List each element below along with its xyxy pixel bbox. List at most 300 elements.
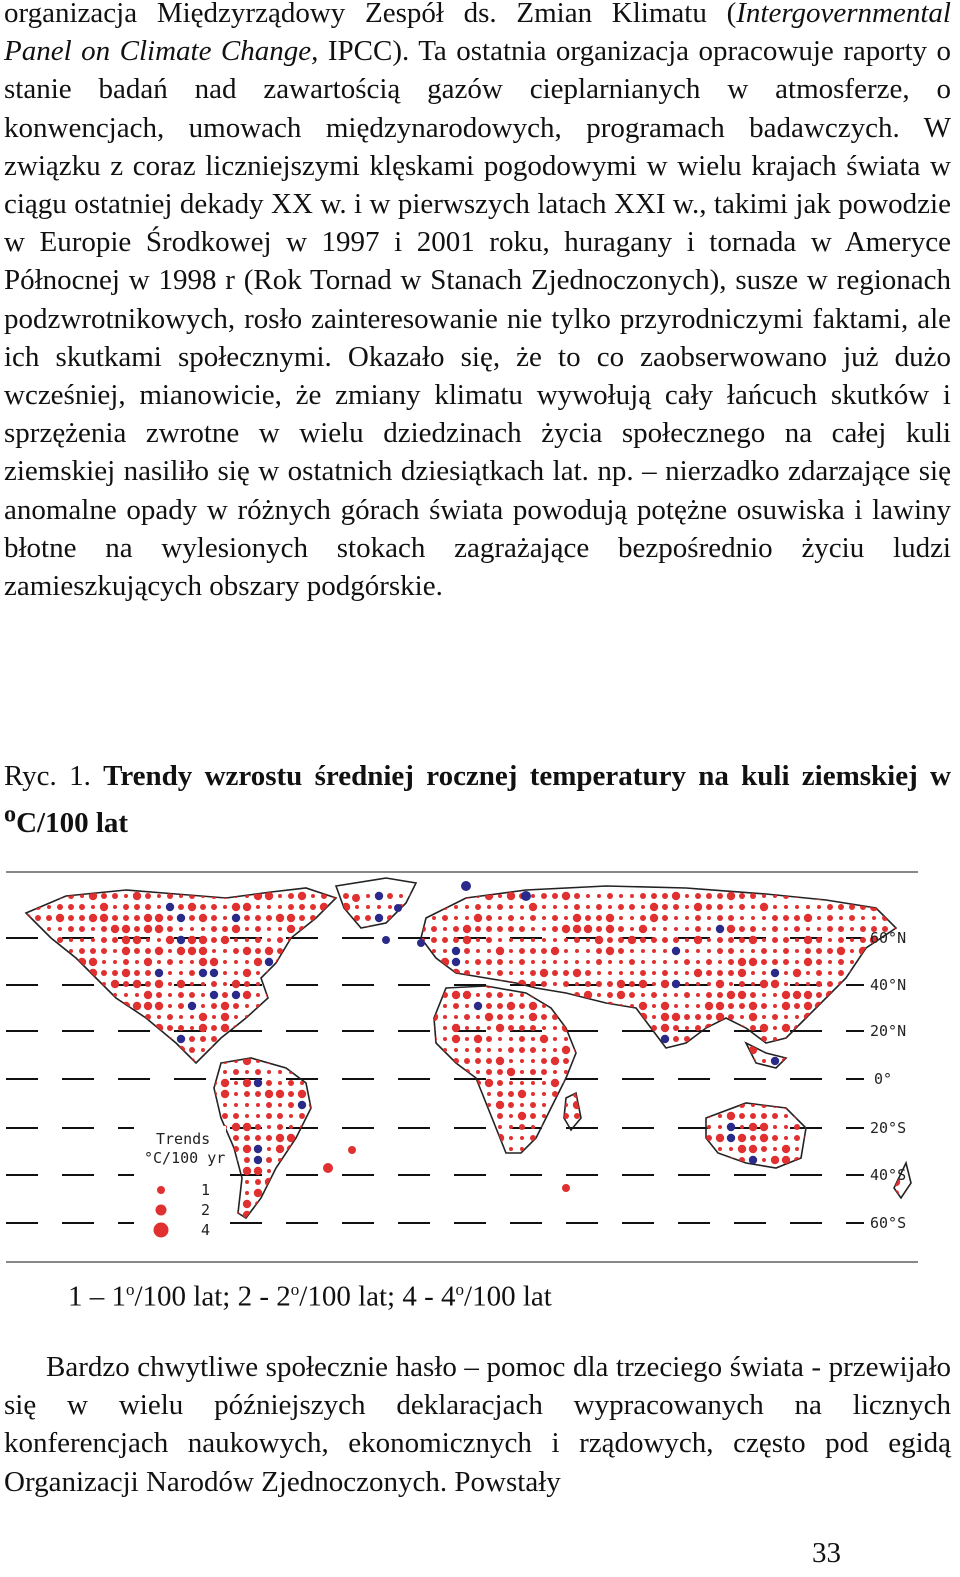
trend-dot xyxy=(463,925,471,933)
trend-dot xyxy=(871,1047,877,1053)
trend-dot xyxy=(388,1070,392,1074)
trend-dot xyxy=(751,971,755,975)
trend-dot xyxy=(837,947,845,955)
trend-dot xyxy=(552,1124,558,1130)
trend-dot xyxy=(421,894,425,898)
trend-dot xyxy=(432,1191,436,1195)
trend-dot xyxy=(531,894,535,898)
trend-dot xyxy=(14,1224,18,1228)
trend-dot xyxy=(343,1069,349,1075)
trend-dot xyxy=(651,937,657,943)
trend-dot xyxy=(46,1025,52,1031)
trend-dot xyxy=(773,1125,777,1129)
trend-dot xyxy=(144,925,152,933)
trend-dot xyxy=(101,1201,107,1207)
trend-dot xyxy=(860,1190,866,1196)
trend-dot xyxy=(168,993,172,997)
trend-dot xyxy=(25,1136,29,1140)
trend-dot xyxy=(199,947,207,955)
trend-dot xyxy=(816,992,822,998)
trend-dot xyxy=(552,926,558,932)
trend-dot xyxy=(706,959,712,965)
trend-dot xyxy=(277,992,283,998)
trend-dot xyxy=(333,927,337,931)
trend-dot xyxy=(750,926,756,932)
trend-dot xyxy=(267,905,271,909)
trend-dot xyxy=(773,1026,777,1030)
trend-dot xyxy=(267,938,271,942)
trend-dot xyxy=(828,1169,832,1173)
trend-dot xyxy=(410,971,414,975)
trend-dot xyxy=(144,1090,152,1098)
trend-dot xyxy=(827,1135,833,1141)
trend-dot xyxy=(133,980,141,988)
trend-dot xyxy=(850,1015,854,1019)
trend-dot xyxy=(399,894,403,898)
trend-dot xyxy=(124,1081,128,1085)
trend-dot xyxy=(254,958,262,966)
trend-dot xyxy=(826,892,834,900)
trend-dot xyxy=(674,916,678,920)
trend-dot xyxy=(102,1213,106,1217)
trend-dot xyxy=(453,1157,459,1163)
trend-dot xyxy=(343,1157,349,1163)
trend-dot xyxy=(530,1069,536,1075)
trend-dot xyxy=(762,938,766,942)
trend-dot xyxy=(464,1212,470,1218)
trend-dot xyxy=(760,1134,768,1142)
trend-dot xyxy=(443,1224,447,1228)
trend-dot xyxy=(244,1091,250,1097)
legend-dot-1 xyxy=(157,1186,165,1194)
trend-dot xyxy=(474,1211,482,1219)
trend-dot xyxy=(80,894,84,898)
trend-dot xyxy=(67,1002,75,1010)
figure-caption xyxy=(4,757,951,842)
trend-dot xyxy=(661,1079,669,1087)
trend-dot xyxy=(507,892,515,900)
trend-dot xyxy=(507,1068,515,1076)
trend-dot xyxy=(630,1158,634,1162)
trend-dot xyxy=(25,960,29,964)
trend-dot xyxy=(475,904,481,910)
trend-dot xyxy=(57,959,63,965)
trend-dot xyxy=(751,1169,755,1173)
trend-dot xyxy=(266,1201,272,1207)
trend-dot xyxy=(707,949,711,953)
trend-dot xyxy=(46,948,52,954)
trend-dot xyxy=(25,1114,29,1118)
trend-dot xyxy=(199,1013,207,1021)
trend-dot xyxy=(542,1026,546,1030)
trend-dot xyxy=(672,1013,680,1021)
trend-dot xyxy=(90,948,96,954)
trend-dot xyxy=(629,959,635,965)
trend-dot xyxy=(410,1026,414,1030)
trend-dot xyxy=(817,1037,821,1041)
trend-dot xyxy=(58,1125,62,1129)
trend-dot xyxy=(518,1189,526,1197)
trend-dot xyxy=(431,1091,437,1097)
trend-dot xyxy=(850,960,854,964)
lat-label-20s: 20°S xyxy=(870,1119,907,1137)
trend-dot xyxy=(618,937,624,943)
trend-dot xyxy=(672,1189,680,1197)
trend-dot xyxy=(277,1168,283,1174)
trend-dot xyxy=(155,925,163,933)
trend-dot xyxy=(596,948,602,954)
trend-dot xyxy=(773,1004,777,1008)
trend-dot xyxy=(200,1069,206,1075)
trend-dot xyxy=(245,938,249,942)
trend-dot xyxy=(739,1003,745,1009)
trend-dot xyxy=(619,1037,623,1041)
trend-dot xyxy=(14,1114,18,1118)
trend-dot xyxy=(178,1003,184,1009)
trend-dot xyxy=(860,926,866,932)
trend-dot xyxy=(641,1037,645,1041)
trend-dot xyxy=(651,893,657,899)
trend-dot xyxy=(310,959,316,965)
trend-dot xyxy=(685,1004,689,1008)
trend-dot xyxy=(652,1169,656,1173)
trend-dot xyxy=(376,1179,382,1185)
trend-dot xyxy=(344,993,348,997)
trend-dot xyxy=(828,938,832,942)
trend-dot xyxy=(69,1224,73,1228)
trend-dot xyxy=(398,1179,404,1185)
trend-dot xyxy=(266,1102,272,1108)
trend-dot xyxy=(739,981,745,987)
trend-dot xyxy=(816,1069,822,1075)
trend-dot xyxy=(596,959,602,965)
trend-dot xyxy=(674,1048,678,1052)
trend-dot xyxy=(683,1101,691,1109)
trend-dot xyxy=(607,981,613,987)
trend-dot xyxy=(497,926,503,932)
trend-dot xyxy=(672,947,680,955)
trend-dot xyxy=(56,1046,64,1054)
trend-dot xyxy=(497,904,503,910)
trend-dot xyxy=(695,893,701,899)
trend-dot xyxy=(804,914,812,922)
trend-dot xyxy=(585,1190,591,1196)
trend-dot xyxy=(618,904,624,910)
trend-dot xyxy=(773,1180,777,1184)
trend-dot xyxy=(68,915,74,921)
trend-dot xyxy=(443,1213,447,1217)
trend-dot xyxy=(707,1048,711,1052)
trend-dot xyxy=(453,1003,459,1009)
trend-dot xyxy=(705,1002,713,1010)
trend-dot xyxy=(673,1058,679,1064)
trend-dot xyxy=(90,1069,96,1075)
trend-dot xyxy=(575,1136,579,1140)
trend-dot xyxy=(398,959,404,965)
trend-dot xyxy=(749,1156,757,1164)
trend-dot xyxy=(277,1058,283,1064)
trend-dot xyxy=(595,936,603,944)
trend-dot xyxy=(761,1146,767,1152)
trend-dot xyxy=(861,1059,865,1063)
trend-dot xyxy=(585,1179,591,1185)
trend-dot xyxy=(804,1167,812,1175)
trend-dot xyxy=(353,969,361,977)
trend-dot xyxy=(90,1146,96,1152)
lat-label-0: 0° xyxy=(874,1070,893,1088)
trend-dot xyxy=(122,1013,130,1021)
trend-dot xyxy=(773,1048,777,1052)
trend-dot xyxy=(288,948,294,954)
trend-dot xyxy=(795,960,799,964)
trend-dot xyxy=(674,1136,678,1140)
trend-dot xyxy=(430,1211,438,1219)
trend-dot xyxy=(255,1091,261,1097)
trend-dot xyxy=(24,970,30,976)
trend-dot xyxy=(595,1211,603,1219)
trend-dot xyxy=(542,1092,546,1096)
trend-dot xyxy=(783,948,789,954)
trend-dot xyxy=(848,1156,856,1164)
trend-dot xyxy=(443,982,447,986)
trend-dot xyxy=(486,1058,492,1064)
trend-dot xyxy=(168,1004,172,1008)
trend-dot xyxy=(421,1224,425,1228)
trend-dot xyxy=(343,1047,349,1053)
trend-dot xyxy=(234,960,238,964)
trend-dot xyxy=(365,1047,371,1053)
trend-dot xyxy=(749,1123,757,1131)
trend-dot xyxy=(630,949,634,953)
trend-dot xyxy=(375,925,383,933)
trend-dot xyxy=(782,1002,790,1010)
trend-dot xyxy=(607,1113,613,1119)
trend-dot xyxy=(629,904,635,910)
trend-dot xyxy=(574,1168,580,1174)
trend-dot xyxy=(640,1069,646,1075)
trend-dot xyxy=(355,1191,359,1195)
trend-dot xyxy=(397,1046,405,1054)
trend-dot xyxy=(837,1112,845,1120)
trend-dot xyxy=(607,1069,613,1075)
trend-dot xyxy=(694,1068,702,1076)
trend-dot xyxy=(685,1191,689,1195)
trend-dot xyxy=(750,1025,756,1031)
trend-dot xyxy=(707,1092,711,1096)
trend-dot xyxy=(399,993,403,997)
trend-dot xyxy=(860,970,866,976)
trend-dot xyxy=(310,992,316,998)
trend-dot xyxy=(211,1091,217,1097)
trend-dot xyxy=(718,1224,722,1228)
trend-dot xyxy=(452,1189,460,1197)
trend-dot xyxy=(201,982,205,986)
trend-dot xyxy=(804,1200,812,1208)
trend-dot xyxy=(387,1025,393,1031)
trend-dot xyxy=(574,937,580,943)
trend-dot xyxy=(443,1059,447,1063)
trend-dot xyxy=(606,1101,614,1109)
trend-dot xyxy=(399,1015,403,1019)
trend-dot xyxy=(430,1101,438,1109)
trend-dot xyxy=(630,971,634,975)
trend-dot xyxy=(828,1202,832,1206)
trend-dot xyxy=(738,991,746,999)
trend-dot xyxy=(80,1114,84,1118)
trend-dot xyxy=(729,1070,733,1074)
trend-dot xyxy=(255,915,261,921)
trend-dot xyxy=(750,1190,756,1196)
trend-dot xyxy=(848,892,856,900)
trend-dot xyxy=(155,969,163,977)
figure-caption-degree: o xyxy=(4,800,17,827)
trend-dot xyxy=(485,1145,493,1153)
trend-dot xyxy=(476,1169,480,1173)
trend-dot xyxy=(14,949,18,953)
trend-dot xyxy=(487,1103,491,1107)
trend-dot xyxy=(529,1200,537,1208)
trend-dot xyxy=(672,1068,680,1076)
trend-dot xyxy=(36,1004,40,1008)
trend-dot xyxy=(321,1091,327,1097)
trend-dot xyxy=(486,992,492,998)
trend-dot xyxy=(14,1004,18,1008)
trend-dot xyxy=(706,1014,712,1020)
trend-dot xyxy=(486,1190,492,1196)
trend-dot xyxy=(717,1102,723,1108)
trend-dot xyxy=(838,1058,844,1064)
trend-dot xyxy=(289,1158,293,1162)
trend-dot xyxy=(343,959,349,965)
trend-dot xyxy=(619,916,623,920)
trend-dot xyxy=(551,947,559,955)
trend-dot xyxy=(179,1015,183,1019)
legend-sup-1: o xyxy=(126,1280,135,1299)
trend-dot xyxy=(310,1080,316,1086)
trend-dot xyxy=(80,993,84,997)
trend-dot xyxy=(399,1136,403,1140)
trend-dot xyxy=(201,1004,205,1008)
trend-dot xyxy=(498,938,502,942)
trend-dot xyxy=(123,1135,129,1141)
trend-dot xyxy=(685,1081,689,1085)
trend-dot xyxy=(717,992,723,998)
trend-dot xyxy=(520,1202,524,1206)
trend-dot xyxy=(266,1080,272,1086)
trend-dot xyxy=(640,937,646,943)
trend-dot xyxy=(553,1048,557,1052)
trend-dot xyxy=(717,904,723,910)
trend-dot xyxy=(441,892,449,900)
trend-dot xyxy=(750,1058,756,1064)
trend-dot xyxy=(718,1147,722,1151)
trend-dot xyxy=(46,970,52,976)
trend-dot xyxy=(287,914,295,922)
trend-dot xyxy=(156,992,162,998)
trend-dot xyxy=(113,1202,117,1206)
trend-dot xyxy=(508,1201,514,1207)
trend-dot xyxy=(254,1079,262,1087)
trend-dot xyxy=(420,1190,426,1196)
legend-label-4: 4 xyxy=(201,1221,211,1239)
trend-dot xyxy=(706,1146,712,1152)
trend-dot xyxy=(343,893,349,899)
trend-dot xyxy=(586,1059,590,1063)
trend-dot xyxy=(816,937,822,943)
trend-dot xyxy=(322,971,326,975)
trend-dot xyxy=(245,1180,249,1184)
trend-dot xyxy=(265,947,273,955)
trend-dot xyxy=(596,1047,602,1053)
trend-dot xyxy=(443,1004,447,1008)
trend-dot xyxy=(717,1036,723,1042)
trend-dot xyxy=(377,905,381,909)
trend-dot xyxy=(496,1101,504,1109)
trend-dot xyxy=(320,1057,328,1065)
trend-dot xyxy=(817,1136,821,1140)
trend-dot xyxy=(45,1156,53,1164)
trend-dot xyxy=(442,1091,448,1097)
trend-dot xyxy=(509,1081,513,1085)
trend-dot xyxy=(607,1157,613,1163)
trend-dot xyxy=(376,970,382,976)
trend-dot xyxy=(321,959,327,965)
trend-dot xyxy=(377,1191,381,1195)
trend-dot xyxy=(531,1081,535,1085)
trend-dot xyxy=(640,1113,646,1119)
trend-dot xyxy=(25,949,29,953)
trend-dot xyxy=(332,1212,338,1218)
trend-dot xyxy=(310,904,316,910)
trend-dot xyxy=(343,1113,349,1119)
trend-dot xyxy=(431,1124,437,1130)
trend-dot xyxy=(586,960,590,964)
lat-label-60s: 60°S xyxy=(870,1214,907,1232)
trend-dot xyxy=(540,1211,548,1219)
trend-dot xyxy=(355,1136,359,1140)
trend-dot xyxy=(189,1069,195,1075)
trend-dot xyxy=(817,1158,821,1162)
trend-dot xyxy=(498,1202,502,1206)
trend-dot xyxy=(618,926,624,932)
trend-dot xyxy=(828,1213,832,1217)
trend-dot xyxy=(685,916,689,920)
trend-dot xyxy=(398,1102,404,1108)
trend-dot xyxy=(826,1156,834,1164)
trend-dot xyxy=(861,960,865,964)
trend-dot xyxy=(35,1080,41,1086)
trend-dot xyxy=(145,981,151,987)
trend-dot xyxy=(461,881,471,891)
trend-dot xyxy=(177,1035,185,1043)
trend-dot xyxy=(584,925,592,933)
trend-dot xyxy=(276,1046,284,1054)
trend-dot xyxy=(365,1113,371,1119)
trend-dot xyxy=(266,1190,272,1196)
trend-dot xyxy=(707,927,711,931)
trend-dot xyxy=(377,1037,381,1041)
trend-dot xyxy=(562,1002,570,1010)
trend-dot xyxy=(112,1146,118,1152)
trend-dot xyxy=(454,1114,458,1118)
trend-dot xyxy=(179,894,183,898)
trend-dot xyxy=(35,1014,41,1020)
trend-dot xyxy=(135,1015,139,1019)
figure-legend-line xyxy=(68,1272,552,1315)
trend-dot xyxy=(806,1037,810,1041)
trend-dot xyxy=(652,1015,656,1019)
trend-dot xyxy=(651,1157,657,1163)
